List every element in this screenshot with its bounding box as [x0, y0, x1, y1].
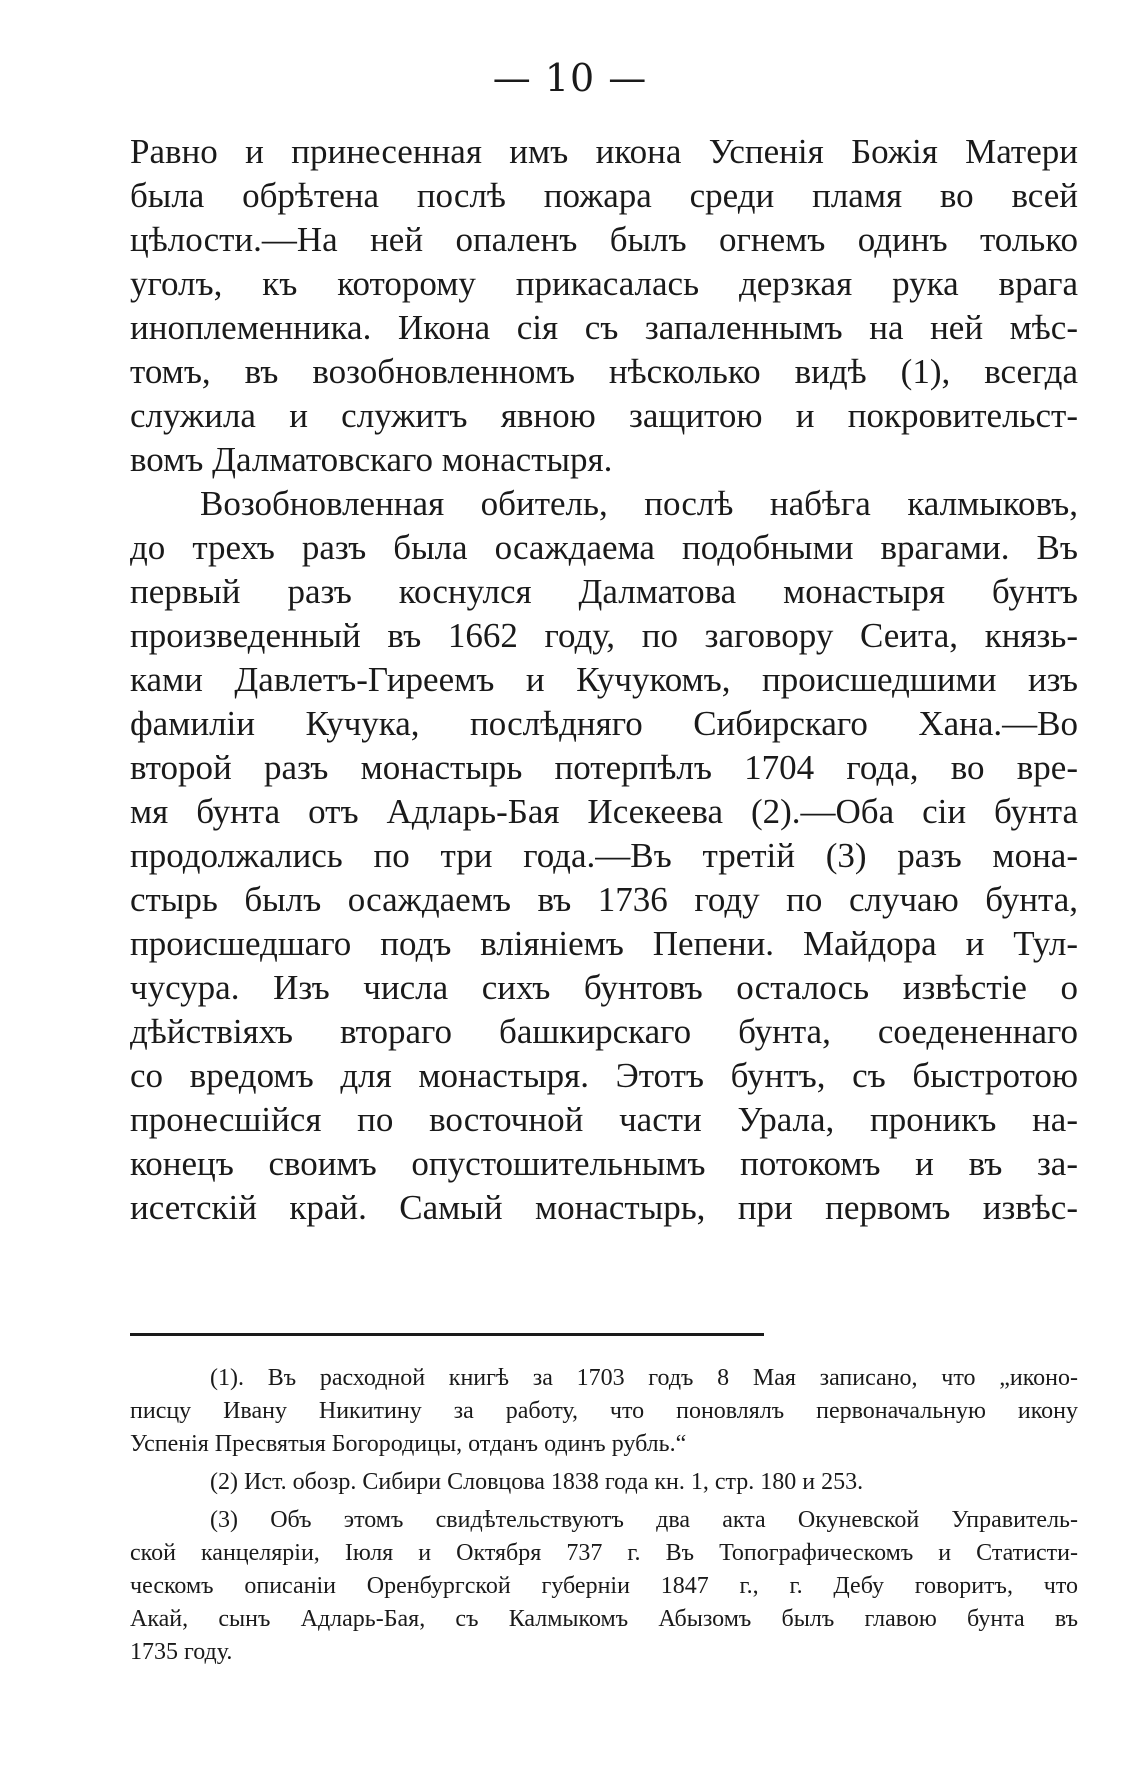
main-text [130, 130, 1078, 1230]
footnotes [130, 1362, 1078, 1669]
footnote-line: Акай, сынъ Адларь-Бая, съ Калмыкомъ Абызомъ былъ главою бунта въ [130, 1606, 1078, 1632]
text-line: Возобновленная обитель, послѣ набѣга калмыковъ, [200, 484, 1078, 523]
text-line: до трехъ разъ была осаждаема подобными врагами. Въ [130, 528, 1078, 567]
text-line: стырь былъ осаждаемъ въ 1736 году по случаю бунта, [130, 880, 1078, 919]
text-line: первый разъ коснулся Далматова монастыря бунтъ [130, 572, 1078, 611]
footnote-separator [130, 1333, 764, 1336]
footnote-2 [130, 1466, 1078, 1499]
text-line: произведенный въ 1662 году, по заговору Сеита, князь- [130, 616, 1078, 655]
text-line: Равно и принесенная имъ икона Успенія Божія Матери [130, 132, 1078, 171]
page-number: — 10 — [492, 56, 648, 100]
text-line: цѣлости.—На ней опаленъ былъ огнемъ одинъ только [130, 220, 1078, 259]
text-line: служила и служитъ явною защитою и покровительст- [130, 396, 1078, 435]
footnote-line: 1735 году. [130, 1639, 233, 1665]
text-line: со вредомъ для монастыря. Этотъ бунтъ, съ быстротою [130, 1056, 1078, 1095]
text-line: была обрѣтена послѣ пожара среди пламя во всей [130, 176, 1078, 215]
text-line: конецъ своимъ опустошительнымъ потокомъ и въ за- [130, 1144, 1078, 1183]
text-line: продолжались по три года.—Въ третій (3) разъ мона- [130, 836, 1078, 875]
text-line: томъ, въ возобновленномъ нѣсколько видѣ (1), всегда [130, 352, 1078, 391]
text-line: дѣйствіяхъ втораго башкирскаго бунта, соедененнаго [130, 1012, 1078, 1051]
text-line: чусура. Изъ числа сихъ бунтовъ осталось извѣстіе о [130, 968, 1078, 1007]
footnote-1 [130, 1362, 1078, 1461]
footnote-line: (1). Въ расходной книгѣ за 1703 годъ 8 Мая записано, что „иконо- [210, 1365, 1078, 1391]
footnote-line: (2) Ист. обозр. Сибири Словцова 1838 года кн. 1, стр. 180 и 253. [210, 1469, 864, 1495]
footnote-line: писцу Ивану Никитину за работу, что поновлялъ первоначальную икону [130, 1398, 1078, 1424]
text-line: пронесшійся по восточной части Урала, проникъ на- [130, 1100, 1078, 1139]
text-line: мя бунта отъ Адларь-Бая Исекеева (2).—Оба сіи бунта [130, 792, 1078, 831]
text-line: иноплеменника. Икона сія съ запаленнымъ на ней мѣс- [130, 308, 1078, 347]
footnote-line: (3) Объ этомъ свидѣтельствуютъ два акта Окуневской Управитель- [210, 1507, 1078, 1533]
footnote-line: ской канцеляріи, Іюля и Октября 737 г. Въ Топографическомъ и Статисти- [130, 1540, 1078, 1566]
text-line: происшедшаго подъ вліяніемъ Пепени. Майдора и Тул- [130, 924, 1078, 963]
text-line: уголъ, къ которому прикасалась дерзкая рука врага [130, 264, 1078, 303]
footnote-line: Успенія Пресвятыя Богородицы, отданъ одинъ рубль.“ [130, 1431, 687, 1457]
text-line: ками Давлетъ-Гиреемъ и Кучукомъ, происшедшими изъ [130, 660, 1078, 699]
text-line: второй разъ монастырь потерпѣлъ 1704 года, во вре- [130, 748, 1078, 787]
text-line: фамиліи Кучука, послѣдняго Сибирскаго Хана.—Во [130, 704, 1078, 743]
footnote-3 [130, 1504, 1078, 1669]
text-line: исетскій край. Самый монастырь, при первомъ извѣс- [130, 1188, 1078, 1227]
text-line: вомъ Далматовскаго монастыря. [130, 440, 613, 479]
footnote-line: ческомъ описаніи Оренбургской губерніи 1847 г., г. Дебу говоритъ, что [130, 1573, 1078, 1599]
